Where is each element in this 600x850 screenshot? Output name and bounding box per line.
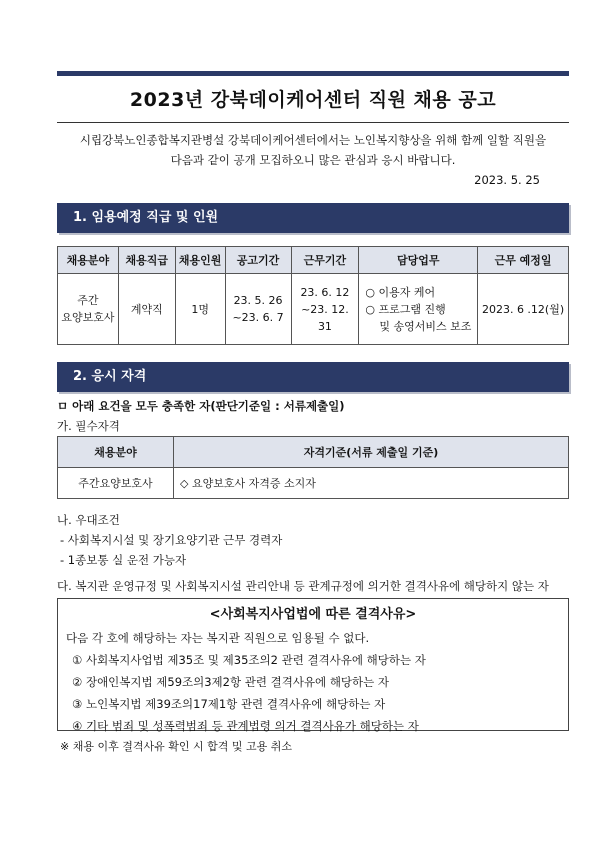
page-title: 2023년 강북데이케어센터 직원 채용 공고 bbox=[57, 78, 569, 123]
table-row bbox=[58, 274, 569, 345]
cell-field bbox=[58, 274, 119, 345]
preferred-item: - 1종보통 실 운전 가능자 bbox=[60, 553, 187, 567]
disqualification-box bbox=[57, 598, 569, 731]
cell-text: ~23. 12. 31 bbox=[301, 302, 349, 333]
col-header: 담당업무 bbox=[359, 247, 478, 274]
announcement-date: 2023. 5. 25 bbox=[474, 173, 540, 187]
disqualification-label: 다. 복지관 운영규정 및 사회복지시설 관리안내 등 관계규정에 의거한 결격사유에 해당하지 않는 자 bbox=[57, 579, 549, 593]
list-item: ③ 노인복지법 제39조의17제1항 관련 결격사유에 해당하는 자 bbox=[72, 697, 386, 711]
cell-text: 요양보호사 bbox=[61, 311, 115, 324]
table-row bbox=[58, 468, 569, 499]
col-header: 채용분야 bbox=[58, 247, 119, 274]
cell-count: 1명 bbox=[175, 274, 225, 345]
col-header: 공고기간 bbox=[225, 247, 291, 274]
col-header: 채용인원 bbox=[175, 247, 225, 274]
title-top-rule bbox=[57, 71, 569, 76]
list-item: ② 장애인복지법 제59조의3제2항 관련 결격사유에 해당하는 자 bbox=[72, 675, 390, 689]
intro-line-2: 다음과 같이 공개 모집하오니 많은 관심과 응시 바랍니다. bbox=[170, 153, 456, 167]
col-header: 채용직급 bbox=[118, 247, 175, 274]
cell-grade: 계약직 bbox=[118, 274, 175, 345]
table-header-row bbox=[58, 247, 569, 274]
col-header: 채용분야 bbox=[58, 437, 174, 468]
intro-line-1: 시립강북노인종합복지관병설 강북데이케어센터에서는 노인복지향상을 위해 함께 일할 직원을 bbox=[79, 133, 547, 147]
table-header-row bbox=[58, 437, 569, 468]
cell-text: 및 송영서비스 보조 bbox=[379, 319, 472, 333]
section-1-heading: 1. 임용예정 직급 및 인원 bbox=[57, 203, 569, 233]
cell-field: 주간요양보호사 bbox=[58, 468, 174, 499]
list-item: ① 사회복지사업법 제35조 및 제35조의2 관련 결격사유에 해당하는 자 bbox=[72, 653, 426, 667]
cell-text: 23. 5. 26 bbox=[233, 294, 283, 307]
cell-text: 주간 bbox=[77, 294, 99, 307]
cell-work-period bbox=[291, 274, 359, 345]
cell-text: ○ 이용자 케어 bbox=[365, 285, 436, 299]
preferred-label: 나. 우대조건 bbox=[57, 513, 120, 527]
cell-duties bbox=[359, 274, 478, 345]
section-2-heading: 2. 응시 자격 bbox=[57, 362, 569, 392]
required-label: 가. 필수자격 bbox=[57, 419, 120, 433]
cell-text: 23. 6. 12 bbox=[300, 285, 350, 299]
col-header: 근무 예정일 bbox=[478, 247, 569, 274]
footnote: ※ 채용 이후 결격사유 확인 시 합격 및 고용 취소 bbox=[60, 740, 292, 753]
cell-notice-period bbox=[225, 274, 291, 345]
requirements-table bbox=[57, 436, 569, 499]
cell-text: ~23. 6. 7 bbox=[232, 311, 284, 324]
box-intro: 다음 각 호에 해당하는 자는 복지관 직원으로 임용될 수 없다. bbox=[66, 631, 370, 645]
intro-text bbox=[57, 130, 569, 170]
condition-statement: ㅁ 아래 요건을 모두 충족한 자(판단기준일 : 서류제출일) bbox=[57, 399, 345, 413]
cell-criteria: ◇ 요양보호사 자격증 소지자 bbox=[174, 468, 569, 499]
box-title: <사회복지사업법에 따른 결격사유> bbox=[209, 607, 417, 622]
preferred-item: - 사회복지시설 및 장기요양기관 근무 경력자 bbox=[60, 533, 283, 547]
cell-text: ○ 프로그램 진행 bbox=[365, 302, 446, 316]
col-header: 근무기간 bbox=[291, 247, 359, 274]
list-item: ④ 기타 범죄 및 성폭력범죄 등 관계법령 의거 결격사유가 해당하는 자 bbox=[72, 719, 419, 733]
positions-table bbox=[57, 246, 569, 345]
col-header: 자격기준(서류 제출일 기준) bbox=[174, 437, 569, 468]
cell-start-date: 2023. 6 .12(월) bbox=[478, 274, 569, 345]
